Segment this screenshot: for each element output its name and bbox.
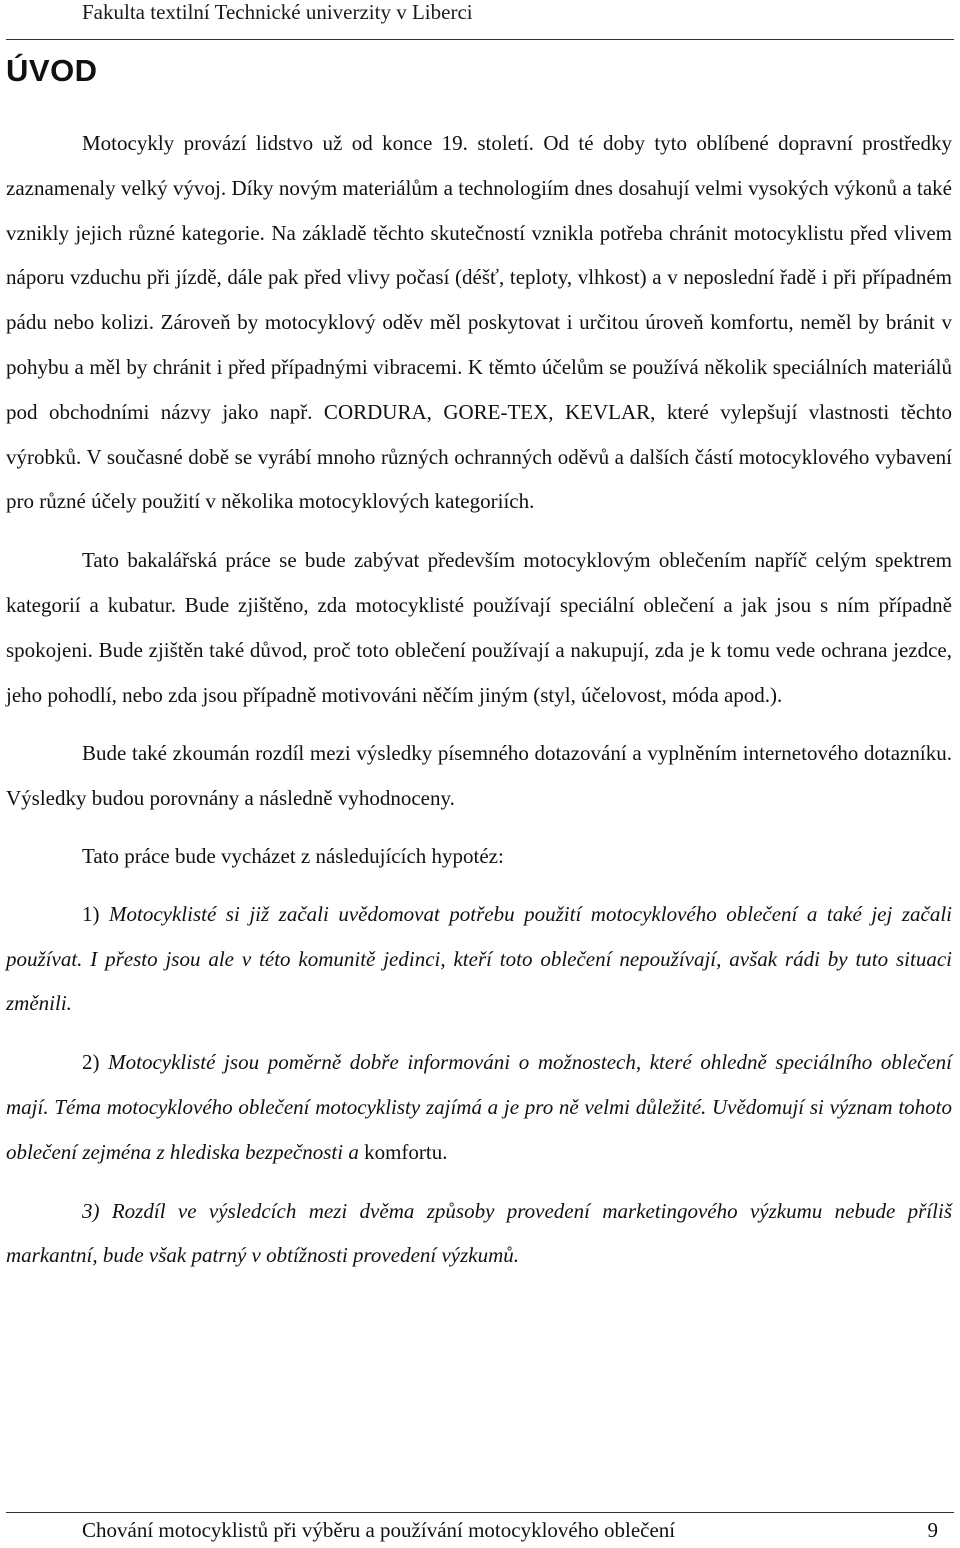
hypothesis-2 bbox=[6, 1040, 952, 1174]
hypothesis-number: 1) bbox=[82, 901, 100, 926]
running-footer bbox=[82, 1518, 938, 1548]
header-divider bbox=[6, 39, 954, 40]
footer-divider bbox=[6, 1512, 954, 1513]
hypothesis-3: 3) Rozdíl ve výsledcích mezi dvěma způsoby provedení marketingového výzkumu nebude příliš markantní, bude však patrný v obtížnosti provedení výzkumů. bbox=[6, 1198, 952, 1268]
hypothesis-number: 2) bbox=[82, 1050, 100, 1075]
running-header: Fakulta textilní Technické univerzity v Liberci bbox=[82, 0, 473, 24]
scope-paragraph: Tato bakalářská práce se bude zabývat především motocyklovým oblečením napříč celým spektrem kategorií a kubatur. Bude zjištěno, zda motocyklisté používají speciální oblečení a jak jsou s ním případně spokojeni. Bude zjištěn také důvod, proč toto oblečení používají a nakupují, zda je k tomu vede ochrana jezdce, jeho pohodlí, nebo zda jsou případně motivováni něčím jiným (styl, účelovost, móda apod.). bbox=[6, 548, 952, 707]
hypothesis-tail: komfortu. bbox=[364, 1139, 448, 1164]
hypothesis-1 bbox=[6, 892, 952, 1026]
hypothesis-text: Motocyklisté jsou poměrně dobře informováni o možnostech, které ohledně speciálního oblečení mají. Téma motocyklového oblečení motocyklisty zajímá a je pro ně velmi důležité. Uvědomují si význam tohoto oblečení zejména z hlediska bezpečnosti a bbox=[6, 1050, 953, 1164]
hypothesis-text: Motocyklisté si již začali uvědomovat potřebu použití motocyklového oblečení a také jej začali používat. I přesto jsou ale v této komunitě jedinci, kteří toto oblečení nepoužívají, avšak rádi by tuto situaci změnili. bbox=[6, 901, 953, 1016]
page-number: 9 bbox=[927, 1518, 938, 1542]
section-title: ÚVOD bbox=[6, 53, 98, 88]
intro-paragraph: Motocykly provází lidstvo už od konce 19. století. Od té doby tyto oblíbené dopravní prostředky zaznamenaly velký vývoj. Díky novým materiálům a technologiím dnes dosahují velmi vysokých výkonů a také vznikly jejich různé kategorie. Na základě těchto skutečností vznikla potřeba chránit motocyklistu před vlivem náporu vzduchu při jízdě, dále pak před vlivy počasí (déšť, teploty, vlhkost) a v neposlední řadě i při případném pádu nebo kolizi. Zároveň by motocyklový oděv měl poskytovat i určitou úroveň komfortu, neměl by bránit v pohybu a měl by chránit i před případnými vibracemi. K těmto účelům se používá několik speciálních materiálů pod obchodními názvy jako např. CORDURA, GORE-TEX, KEVLAR, které vylepšují vlastnosti těchto výrobků. V současné době se vyrábí mnoho různých ochranných oděvů a dalších částí motocyklového vybavení pro různé účely použití v několika motocyklových kategoriích. bbox=[6, 131, 952, 514]
document-body bbox=[6, 121, 952, 1278]
hypotheses-intro: Tato práce bude vycházet z následujících hypotéz: bbox=[82, 843, 504, 868]
method-paragraph: Bude také zkoumán rozdíl mezi výsledky písemného dotazování a vyplněním internetového dotazníku. Výsledky budou porovnány a následně vyhodnoceny. bbox=[6, 741, 952, 811]
footer-title: Chování motocyklistů při výběru a používání motocyklového oblečení bbox=[82, 1518, 676, 1542]
